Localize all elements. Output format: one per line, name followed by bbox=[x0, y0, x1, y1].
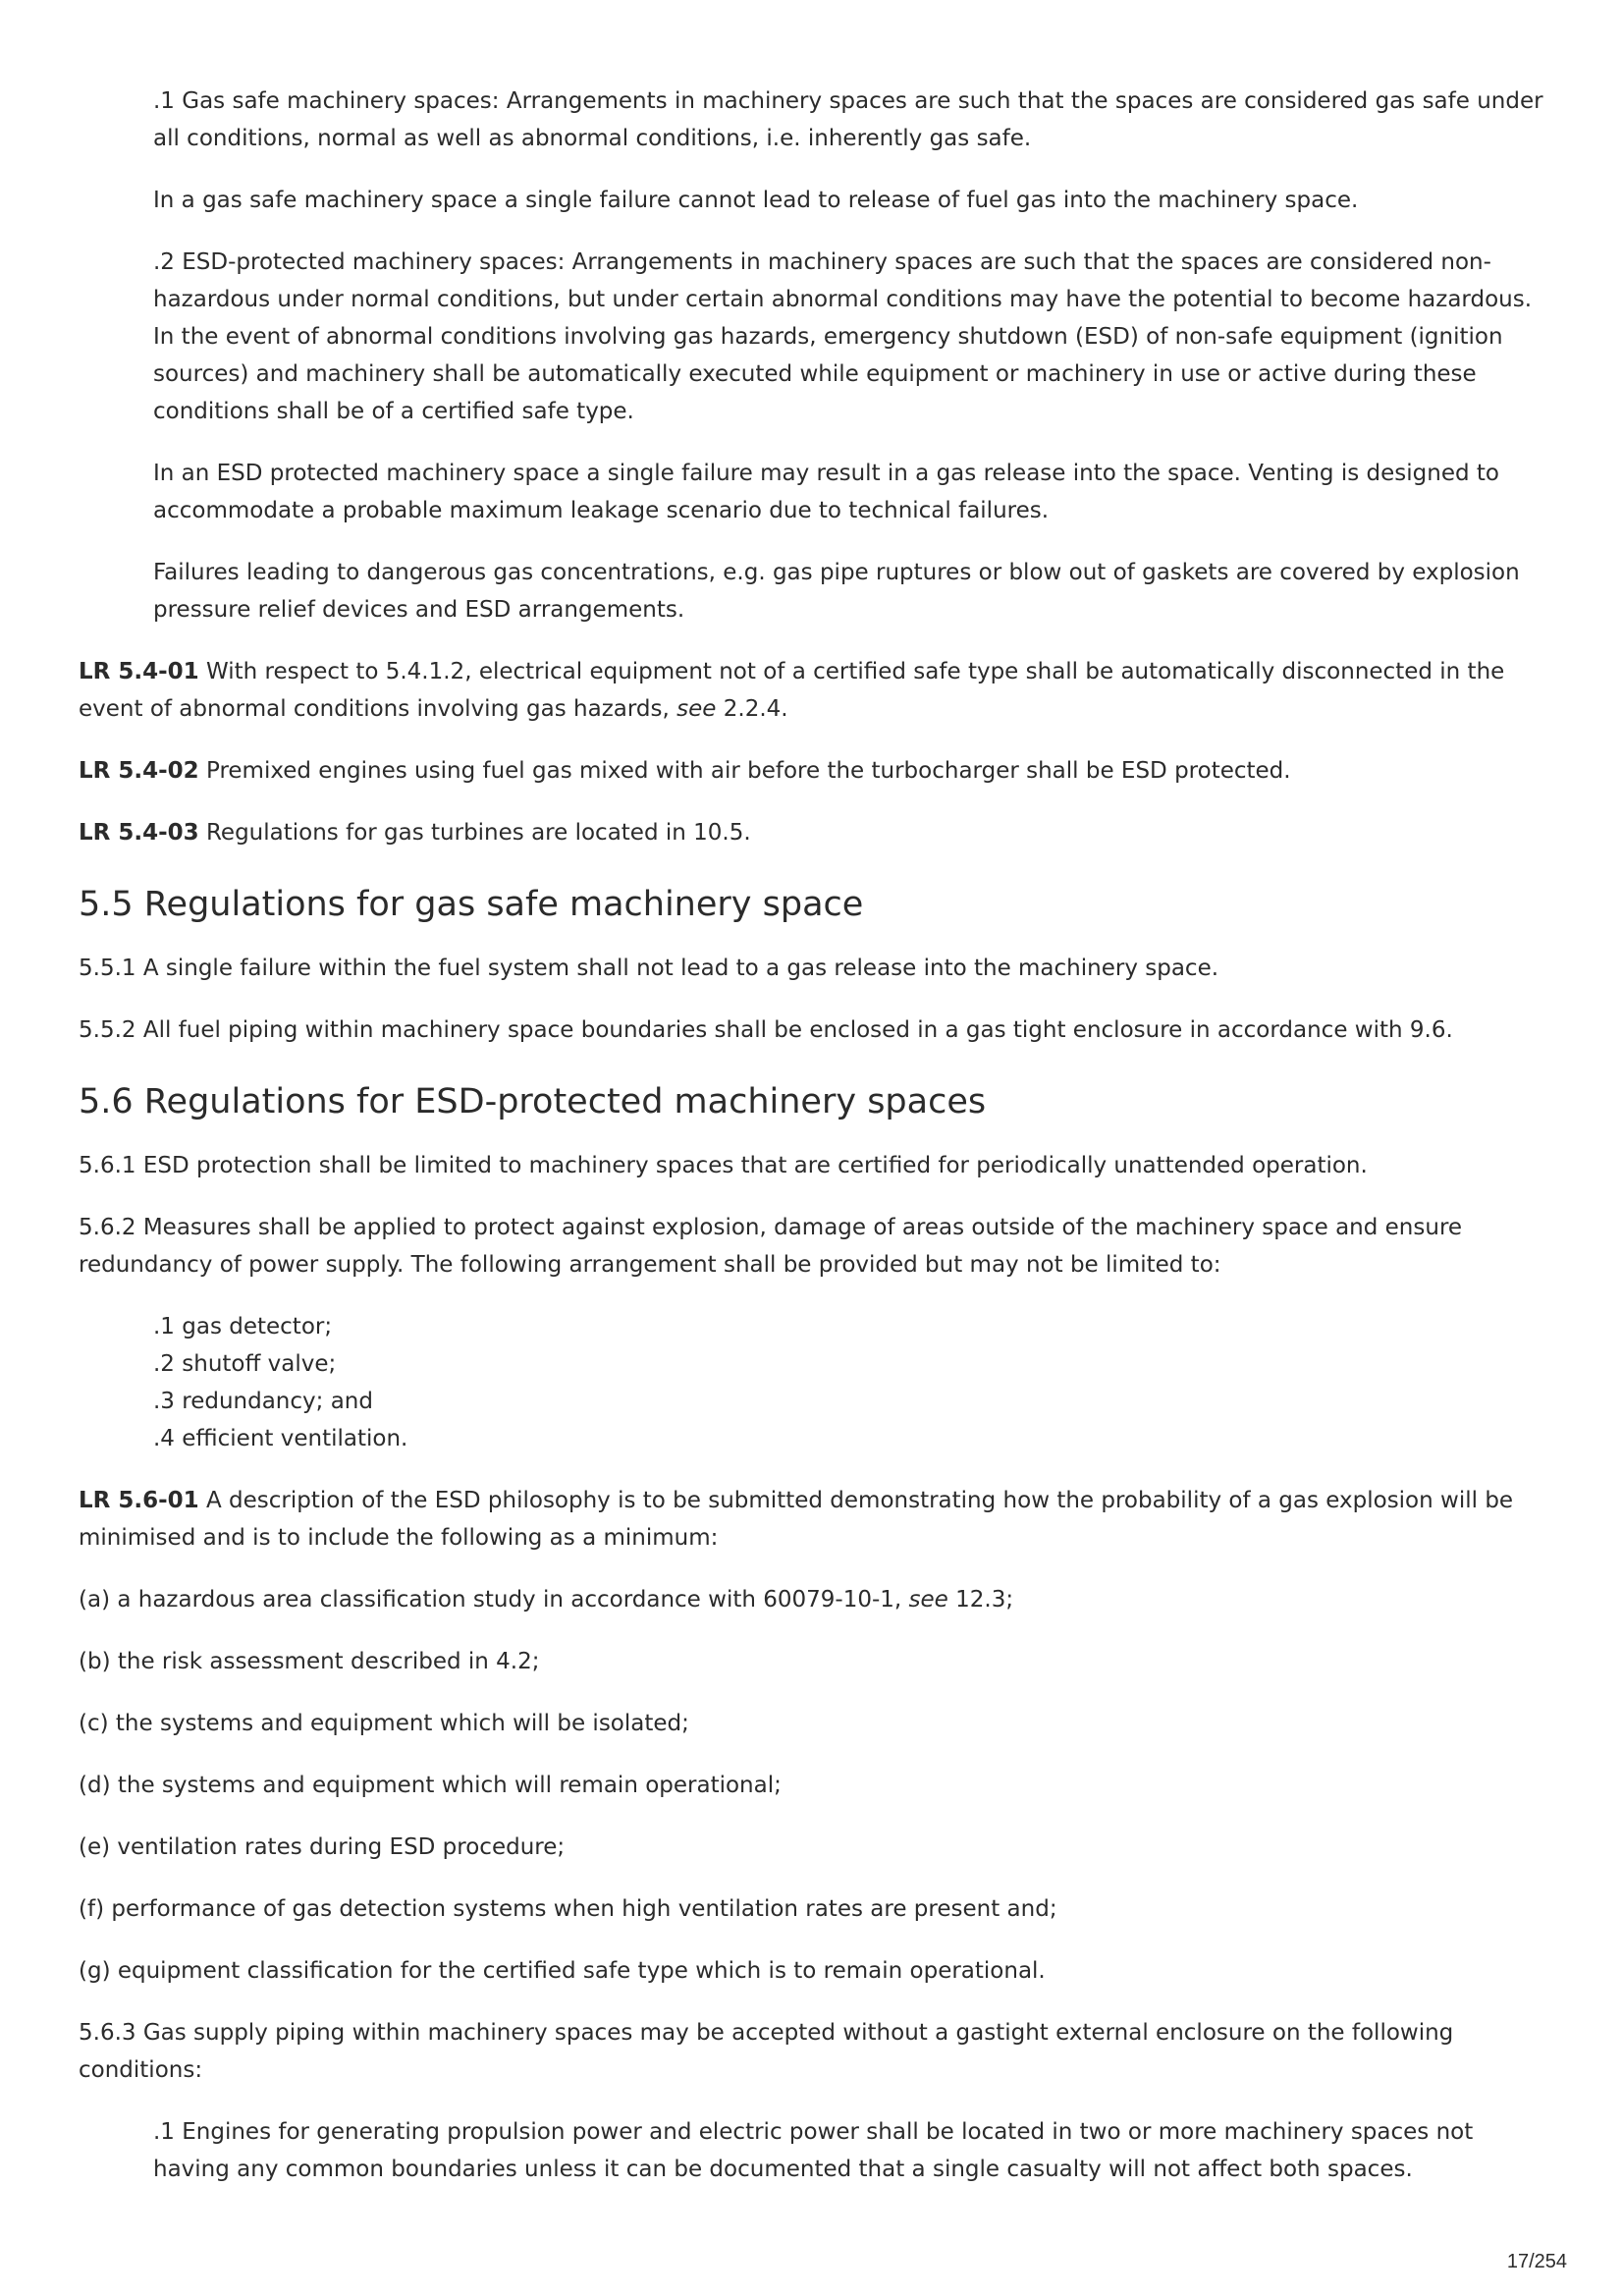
lr-text: Regulations for gas turbines are located in 10.5. bbox=[198, 820, 751, 846]
item-f: (f) performance of gas detection systems when high ventilation rates are present and; bbox=[79, 1896, 1057, 1922]
lr-text: Premixed engines using fuel gas mixed with air before the turbocharger shall be ESD protected. bbox=[198, 758, 1291, 784]
section-5-5-heading: 5.5 Regulations for gas safe machinery space bbox=[79, 885, 864, 924]
lr-5-6-01-paragraph bbox=[79, 1482, 1546, 1557]
lr-5-4-03-paragraph bbox=[79, 814, 1546, 851]
list-item: .1 gas detector; bbox=[153, 1314, 333, 1339]
item-g: (g) equipment classification for the certified safe type which is to remain operational. bbox=[79, 1958, 1046, 1984]
section-5-6-heading: 5.6 Regulations for ESD-protected machinery spaces bbox=[79, 1082, 987, 1121]
paragraph-5-6-2: 5.6.2 Measures shall be applied to protect against explosion, damage of areas outside of the machinery space and ensure redundancy of power supply. The following arrangement shall be provided but may not be limited to: bbox=[79, 1215, 1463, 1278]
item-e: (e) ventilation rates during ESD procedure; bbox=[79, 1834, 566, 1860]
paragraph-esd-definition: .2 ESD-protected machinery spaces: Arrangements in machinery spaces are such that the spaces are considered non-hazardous under normal conditions, but under certain abnormal conditions may have the potential to become hazardous. In the event of abnormal conditions involving gas hazards, emergency shutdown (ESD) of non-safe equipment (ignition sources) and machinery shall be automatically executed while equipment or machinery in use or active during these conditions shall be of a certified safe type. bbox=[153, 249, 1533, 424]
paragraph-esd-single-failure: In an ESD protected machinery space a single failure may result in a gas release into the space. Venting is designed to accommodate a probable maximum leakage scenario due to technical failures. bbox=[153, 461, 1499, 523]
lr-label: LR 5.4-03 bbox=[79, 820, 199, 846]
list-item: .4 efficient ventilation. bbox=[153, 1426, 408, 1451]
paragraph-gas-safe-definition: .1 Gas safe machinery spaces: Arrangements in machinery spaces are such that the spaces are considered gas safe under all conditions, normal as well as abnormal conditions, i.e. inherently gas safe. bbox=[153, 88, 1543, 151]
item-d: (d) the systems and equipment which will remain operational; bbox=[79, 1773, 782, 1798]
document-body bbox=[79, 82, 1546, 2188]
item-text-end: 12.3; bbox=[947, 1587, 1014, 1613]
paragraph-5-5-1: 5.5.1 A single failure within the fuel system shall not lead to a gas release into the machinery space. bbox=[79, 956, 1219, 981]
lr-text: With respect to 5.4.1.2, electrical equipment not of a certified safe type shall be automatically disconnected in the event of abnormal conditions involving gas hazards, bbox=[79, 659, 1505, 722]
page-number: 17/254 bbox=[1506, 2251, 1567, 2272]
lr-5-4-01-paragraph bbox=[79, 653, 1546, 728]
see-reference: see bbox=[676, 696, 717, 722]
see-reference: see bbox=[908, 1587, 948, 1613]
paragraph-5-6-1: 5.6.1 ESD protection shall be limited to machinery spaces that are certified for periodically unattended operation. bbox=[79, 1153, 1368, 1178]
item-c: (c) the systems and equipment which will be isolated; bbox=[79, 1711, 689, 1736]
lr-label: LR 5.4-01 bbox=[79, 659, 199, 684]
list-item: .2 shutoff valve; bbox=[153, 1351, 337, 1377]
lr-text: A description of the ESD philosophy is to be submitted demonstrating how the probability of a gas explosion will be minimised and is to include the following as a minimum: bbox=[79, 1488, 1514, 1551]
lr-label: LR 5.6-01 bbox=[79, 1488, 199, 1513]
lr-5-4-02-paragraph bbox=[79, 752, 1546, 790]
paragraph-gas-safe-single-failure: In a gas safe machinery space a single failure cannot lead to release of fuel gas into the machinery space. bbox=[153, 188, 1359, 213]
paragraph-5-6-3: 5.6.3 Gas supply piping within machinery spaces may be accepted without a gastight external enclosure on the following conditions: bbox=[79, 2020, 1454, 2083]
item-text: (a) a hazardous area classification study in accordance with 60079-10-1, bbox=[79, 1587, 909, 1613]
list-item: .3 redundancy; and bbox=[153, 1389, 373, 1414]
paragraph-5-5-2: 5.5.2 All fuel piping within machinery space boundaries shall be enclosed in a gas tight enclosure in accordance with 9.6. bbox=[79, 1017, 1453, 1043]
arrangement-list bbox=[79, 1308, 1546, 1457]
item-a bbox=[79, 1581, 1546, 1618]
paragraph-failures-dangerous-gas: Failures leading to dangerous gas concentrations, e.g. gas pipe ruptures or blow out of gaskets are covered by explosion pressure relief devices and ESD arrangements. bbox=[153, 560, 1520, 623]
lr-text-end: 2.2.4. bbox=[716, 696, 788, 722]
lr-label: LR 5.4-02 bbox=[79, 758, 199, 784]
item-b: (b) the risk assessment described in 4.2; bbox=[79, 1649, 540, 1674]
paragraph-5-6-3-1: .1 Engines for generating propulsion power and electric power shall be located in two or more machinery spaces not having any common boundaries unless it can be documented that a single casualty will not affect both spaces. bbox=[153, 2119, 1474, 2182]
